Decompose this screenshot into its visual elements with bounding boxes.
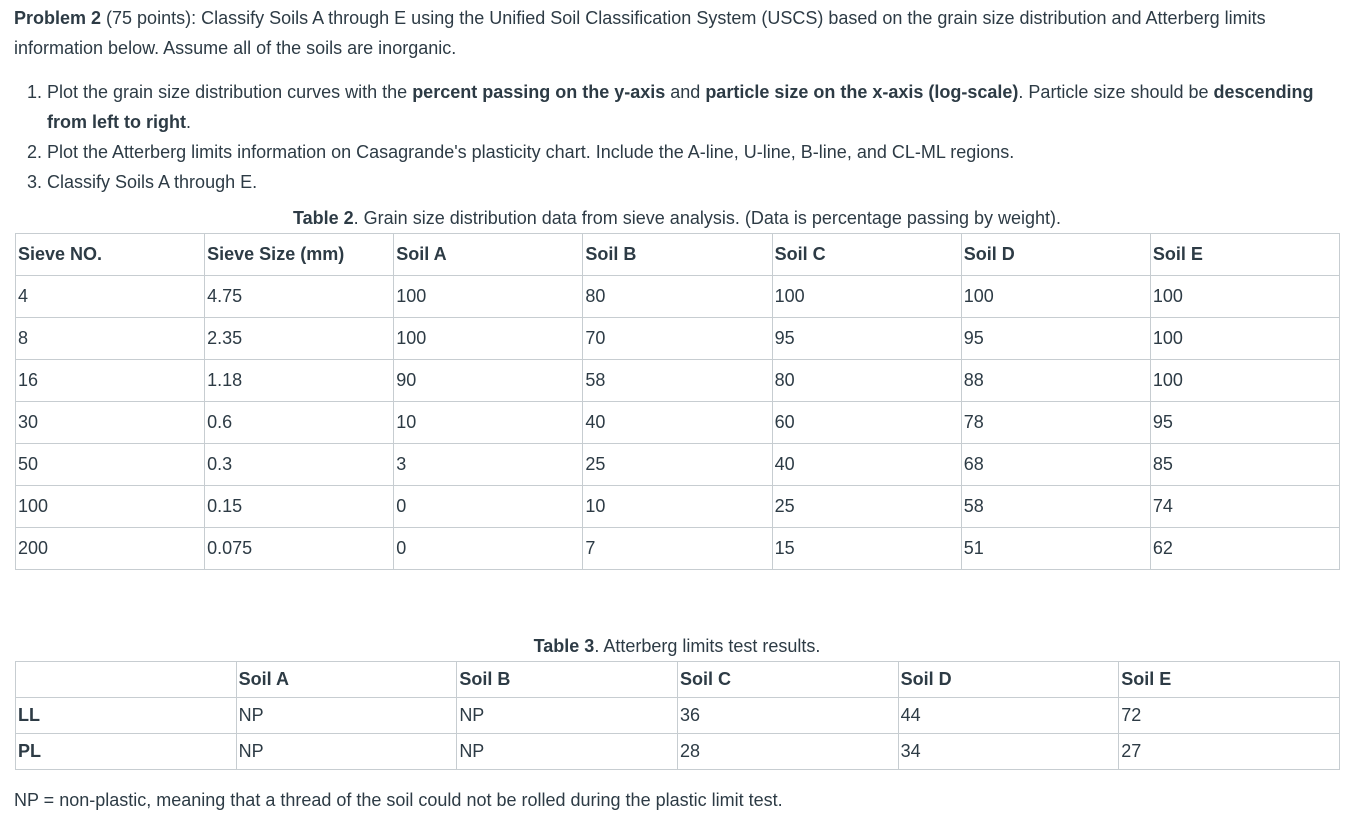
atterberg-table [15,661,1340,770]
row-label-cell: PL [16,734,237,770]
table-cell: 74 [1150,486,1339,528]
column-header [16,662,237,698]
table-cell: 40 [583,402,772,444]
table-cell: 58 [583,360,772,402]
table-cell: 62 [1150,528,1339,570]
table-cell: 3 [394,444,583,486]
table-cell: 100 [961,276,1150,318]
column-header: Soil D [898,662,1119,698]
column-header: Soil A [236,662,457,698]
table-cell: 28 [677,734,898,770]
table-cell: 1.18 [205,360,394,402]
table-cell: 60 [772,402,961,444]
table-cell: 88 [961,360,1150,402]
column-header: Soil D [961,234,1150,276]
column-header: Soil A [394,234,583,276]
table-cell: 0.15 [205,486,394,528]
table-cell: 34 [898,734,1119,770]
table-row [16,402,1340,444]
table-cell: 100 [1150,276,1339,318]
table-cell: 10 [583,486,772,528]
table-cell: 25 [772,486,961,528]
table-row [16,734,1340,770]
table-cell: 0 [394,528,583,570]
task-item: 3. Classify Soils A through E. [47,167,1340,197]
table-cell: 0.3 [205,444,394,486]
row-label-cell: 200 [16,528,205,570]
row-label-cell: 100 [16,486,205,528]
table-row [16,276,1340,318]
problem-statement [14,0,1340,63]
table-cell: 95 [772,318,961,360]
table-cell: 100 [1150,318,1339,360]
table-cell: 7 [583,528,772,570]
grain-size-table [15,233,1340,570]
problem-description: (75 points): Classify Soils A through E using the Unified Soil Classification System (USCS) based on the grain size distribution and Atterberg limits information below. Assume all of the soils are inorganic. [14,8,1266,58]
table-cell: 72 [1119,698,1340,734]
table-cell: NP [457,734,678,770]
table-cell: NP [236,734,457,770]
table-cell: 27 [1119,734,1340,770]
problem-title: Problem 2 [14,8,102,28]
table-cell: 51 [961,528,1150,570]
row-label-cell: 30 [16,402,205,444]
table-cell: 25 [583,444,772,486]
table-cell: 44 [898,698,1119,734]
table-cell: 4.75 [205,276,394,318]
table-row [16,528,1340,570]
row-label-cell: 50 [16,444,205,486]
column-header: Sieve Size (mm) [205,234,394,276]
table-cell: 100 [394,276,583,318]
table-cell: 0.075 [205,528,394,570]
table-cell: 95 [1150,402,1339,444]
table-row [16,360,1340,402]
table3-caption: Table 3. Atterberg limits test results. [533,636,821,656]
table-cell: 70 [583,318,772,360]
column-header: Soil C [772,234,961,276]
column-header: Sieve NO. [16,234,205,276]
row-label-cell: 16 [16,360,205,402]
column-header: Soil C [677,662,898,698]
problem-content [14,0,1340,810]
table-row [16,698,1340,734]
row-label-cell: LL [16,698,237,734]
table-cell: 68 [961,444,1150,486]
table-cell: 15 [772,528,961,570]
table-cell: 36 [677,698,898,734]
table-header-row [16,234,1340,276]
footnote: NP = non-plastic, meaning that a thread of the soil could not be rolled during the plastic limit test. [14,790,783,810]
table-cell: 78 [961,402,1150,444]
table-row [16,444,1340,486]
column-header: Soil E [1150,234,1339,276]
column-header: Soil B [583,234,772,276]
table-row [16,318,1340,360]
table2-caption: Table 2. Grain size distribution data from sieve analysis. (Data is percentage passing by weight). [292,208,1062,228]
table-cell: 100 [772,276,961,318]
table-cell: NP [236,698,457,734]
row-label-cell: 4 [16,276,205,318]
table-cell: 0.6 [205,402,394,444]
table-cell: 80 [772,360,961,402]
table-header-row [16,662,1340,698]
column-header: Soil B [457,662,678,698]
column-header: Soil E [1119,662,1340,698]
table-cell: 10 [394,402,583,444]
table-cell: NP [457,698,678,734]
table-cell: 100 [394,318,583,360]
table-cell: 85 [1150,444,1339,486]
table-cell: 58 [961,486,1150,528]
table-cell: 40 [772,444,961,486]
table-cell: 100 [1150,360,1339,402]
row-label-cell: 8 [16,318,205,360]
table-row [16,486,1340,528]
task-item: 2. Plot the Atterberg limits information on Casagrande's plasticity chart. Include the A-line, U-line, B-line, and CL-ML regions. [47,137,1340,167]
table-cell: 0 [394,486,583,528]
task-list [14,77,1340,197]
table-cell: 90 [394,360,583,402]
table-cell: 80 [583,276,772,318]
table-cell: 2.35 [205,318,394,360]
task-item: 1. Plot the grain size distribution curves with the percent passing on the y-axis and particle size on the x-axis (log-scale). Particle size should be descending from left to right. [47,77,1340,137]
table-cell: 95 [961,318,1150,360]
